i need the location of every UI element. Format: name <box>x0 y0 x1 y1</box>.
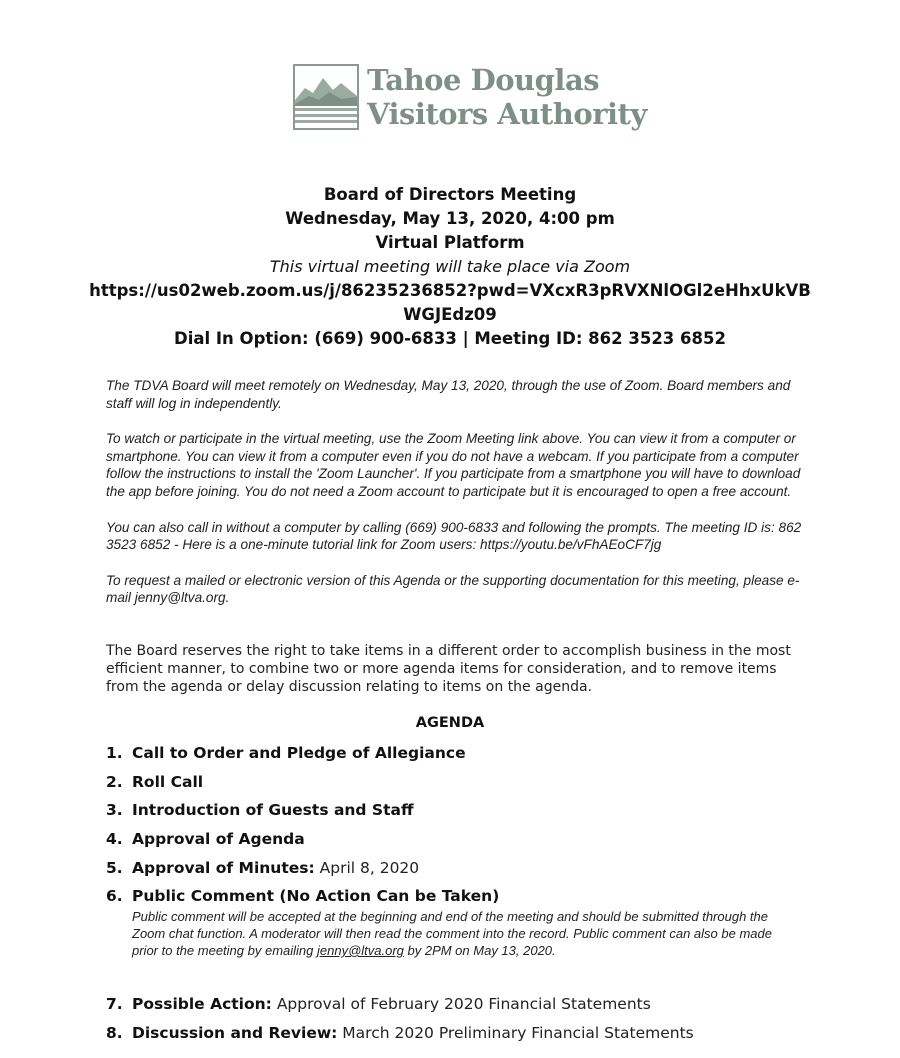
meeting-header <box>0 183 900 351</box>
meeting-title: Board of Directors Meeting <box>323 185 577 204</box>
agenda-item-number: 3. <box>106 801 123 819</box>
agenda-item-title: Call to Order and Pledge of Allegiance <box>132 744 466 762</box>
logo <box>293 63 647 131</box>
agenda-item <box>106 743 806 763</box>
logo-line-2: Visitors Authority <box>367 97 647 131</box>
zoom-link-line-1[interactable]: https://us02web.zoom.us/j/86235236852?pwd=VXcxR3pRVXNlOGl2eHhxUkVB <box>89 281 811 300</box>
agenda-item-number: 8. <box>106 1024 123 1042</box>
intro-paragraph: The TDVA Board will meet remotely on Wednesday, May 13, 2020, through the use of Zoom. Board members and staff will log in independently. <box>106 378 791 411</box>
meeting-platform: Virtual Platform <box>375 233 525 252</box>
agenda-item-number: 1. <box>106 744 123 762</box>
agenda-item <box>106 829 806 849</box>
public-comment-note <box>132 908 792 959</box>
agenda-item-number: 6. <box>106 887 123 905</box>
meeting-note: This virtual meeting will take place via Zoom <box>269 257 631 276</box>
agenda-item-number: 7. <box>106 995 123 1013</box>
agenda-item-title: Approval of Agenda <box>132 830 305 848</box>
email-link[interactable]: jenny@ltva.org <box>316 943 404 958</box>
agenda-item <box>106 886 806 959</box>
agenda-item-number: 5. <box>106 859 123 877</box>
agenda-item-title: Approval of Minutes: <box>132 859 315 877</box>
agenda-item-title: Public Comment (No Action Can be Taken) <box>132 887 500 905</box>
agenda-item-detail: March 2020 Preliminary Financial Statements <box>342 1024 694 1042</box>
meeting-datetime: Wednesday, May 13, 2020, 4:00 pm <box>285 209 615 228</box>
intro-paragraph: You can also call in without a computer by calling (669) 900-6833 and following the prompts. The meeting ID is: 862 3523 6852 - Here is a one-minute tutorial link for Zoom users: https://youtu.be/vFhAEoCF7jg <box>106 519 802 553</box>
agenda-heading: AGENDA <box>415 715 485 731</box>
agenda-item <box>106 858 806 878</box>
agenda-item-number: 4. <box>106 830 123 848</box>
agenda-item-title: Possible Action: <box>132 995 272 1013</box>
logo-wordmark <box>367 63 647 131</box>
agenda-item-number: 2. <box>106 773 123 791</box>
agenda-item-title: Roll Call <box>132 773 204 791</box>
mountain-lake-logo-icon <box>293 64 359 130</box>
logo-line-1: Tahoe Douglas <box>367 63 600 97</box>
dial-in-info: Dial In Option: (669) 900-6833 | Meeting ID: 862 3523 6852 <box>174 329 726 348</box>
agenda-item <box>106 772 806 792</box>
public-comment-text: by 2PM on May 13, 2020. <box>403 943 556 958</box>
intro-instructions <box>106 377 806 625</box>
reserve-rights-paragraph: The Board reserves the right to take items in a different order to accomplish business in the most efficient manner, to combine two or more agenda items for consideration, and to remove items from the agenda or delay discussion relating to items on the agenda. <box>106 643 791 695</box>
intro-paragraph: To request a mailed or electronic version of this Agenda or the supporting documentation for this meeting, please e-mail jenny@ltva.org. <box>106 572 800 606</box>
intro-paragraph: To watch or participate in the virtual meeting, use the Zoom Meeting link above. You can view it from a computer or smartphone. You can view it from a computer even if you do not have a webcam. If you participate from a computer follow the instructions to install the 'Zoom Launcher'. If you participate from a smartphone you will have to download the app before joining. You do not need a Zoom account to participate but it is encouraged to open a free account. <box>106 431 801 499</box>
agenda-item-title: Introduction of Guests and Staff <box>132 801 414 819</box>
zoom-link-line-2[interactable]: WGJEdz09 <box>403 305 497 324</box>
agenda-item-detail: Approval of February 2020 Financial Statements <box>276 995 651 1013</box>
public-comment-text: Public comment will be accepted at the beginning and end of the meeting and should be submitted through the Zoom chat function. A moderator will then read the comment into the record. Public comment can also be made prior to the meeting by emailing <box>132 909 772 958</box>
agenda-item <box>106 994 806 1014</box>
agenda-item-title: Discussion and Review: <box>132 1024 338 1042</box>
agenda-item <box>106 1023 806 1043</box>
agenda-item-detail: April 8, 2020 <box>319 859 420 877</box>
agenda-item <box>106 800 806 820</box>
